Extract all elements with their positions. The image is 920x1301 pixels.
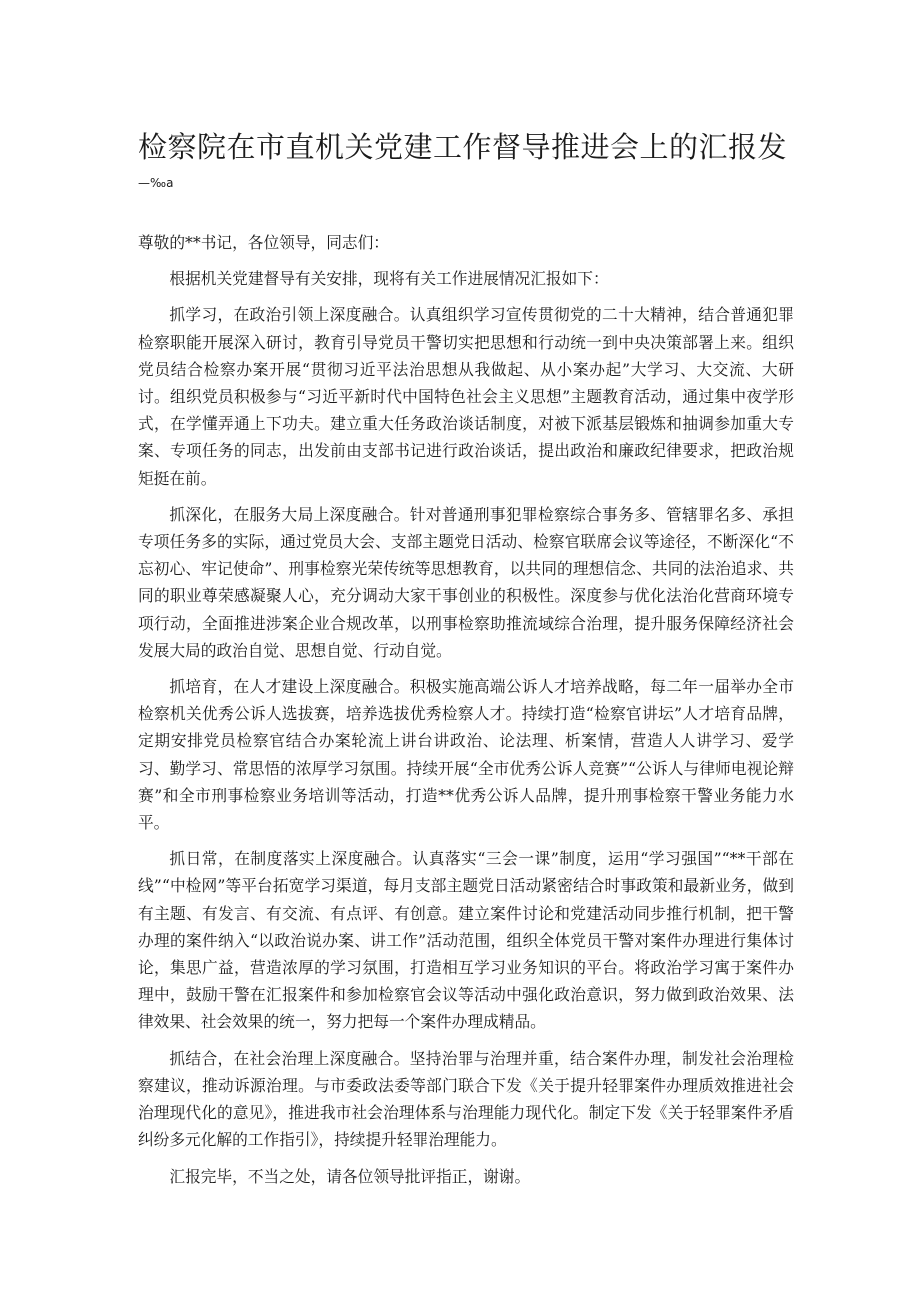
paragraph-cultivate: 抓培育，在人才建设上深度融合。积极实施高端公诉人才培养战略，每二年一届举办全市检察机关优秀公诉人选拔赛，培养选拔优秀检察人才。持续打造“检察官讲坛”人才培育品牌，定期安排党员检察官结合办案轮流上讲台讲政治、论法理、析案情，营造人人讲学习、爱学习、勤学习、常思悟的浓厚学习氛围。持续开展“全市优秀公诉人竞赛”“公诉人与律师电视论辩赛”和全市刑事检察业务培训等活动，打造**优秀公诉人品牌，提升刑事检察干警业务能力水平。 (138, 677, 794, 833)
salutation: 尊敬的**书记，各位领导，同志们： (138, 233, 389, 252)
paragraph-closing: 汇报完毕，不当之处，请各位领导批评指正，谢谢。 (169, 1166, 531, 1186)
paragraph-combine: 抓结合，在社会治理上深度融合。坚持治罪与治理并重，结合案件办理，制发社会治理检察建议，推动诉源治理。与市委政法委等部门联合下发《关于提升轻罪案件办理质效推进社会治理现代化的意见》，推进我市社会治理体系与治理能力现代化。制定下发《关于轻罪案件矛盾纠纷多元化解的工作指引》，持续提升轻罪治理能力。 (138, 1048, 794, 1150)
document-body (138, 229, 794, 1199)
paragraph-deepen: 抓深化，在服务大局上深度融合。针对普通刑事犯罪检察综合事务多、管辖罪名多、承担专项任务多的实际，通过党员大会、支部主题党日活动、检察官联席会议等途径，不断深化“不忘初心、牢记使命”、刑事检察光荣传统等思想教育，以共同的理想信念、共同的法治追求、共同的职业尊荣感凝聚人心，充分调动大家干事创业的积极性。深度参与优化法治化营商环境专项行动，全面推进涉案企业合规改革，以刑事检察助推流域综合治理，提升服务保障经济社会发展大局的政治自觉、思想自觉、行动自觉。 (138, 504, 794, 660)
title-continuation: —‰a (138, 176, 174, 190)
paragraph-daily: 抓日常，在制度落实上深度融合。认真落实“三会一课”制度，运用“学习强国”“**干部在线”“中检网”等平台拓宽学习渠道，每月支部主题党日活动紧密结合时事政策和最新业务，做到有主题、有发言、有交流、有点评、有创意。建立案件讨论和党建活动同步推行机制，把干警办理的案件纳入“以政治说办案、讲工作”活动范围，组织全体党员干警对案件办理进行集体讨论，集思广益，营造浓厚的学习氛围，打造相互学习业务知识的平台。将政治学习寓于案件办理中，鼓励干警在汇报案件和参加检察官会议等活动中强化政治意识，努力做到政治效果、法律效果、社会效果的统一，努力把每一个案件办理成精品。 (138, 849, 794, 1032)
document-title: 检察院在市直机关党建工作督导推进会上的汇报发 (138, 130, 788, 164)
paragraph-study: 抓学习，在政治引领上深度融合。认真组织学习宣传贯彻党的二十大精神，结合普通犯罪检察职能开展深入研讨，教育引导党员干警切实把思想和行动统一到中央决策部署上来。组织党员结合检察办案开展“贯彻习近平法治思想从我做起、从小案办起”大学习、大交流、大研讨。组织党员积极参与“习近平新时代中国特色社会主义思想”主题教育活动，通过集中夜学形式，在学懂弄通上下功夫。建立重大任务政治谈话制度，对被下派基层锻炼和抽调参加重大专案、专项任务的同志，出发前由支部书记进行政治谈话，提出政治和廉政纪律要求，把政治规矩挺在前。 (138, 305, 794, 488)
paragraph-intro: 根据机关党建督导有关安排，现将有关工作进展情况汇报如下： (169, 269, 609, 289)
